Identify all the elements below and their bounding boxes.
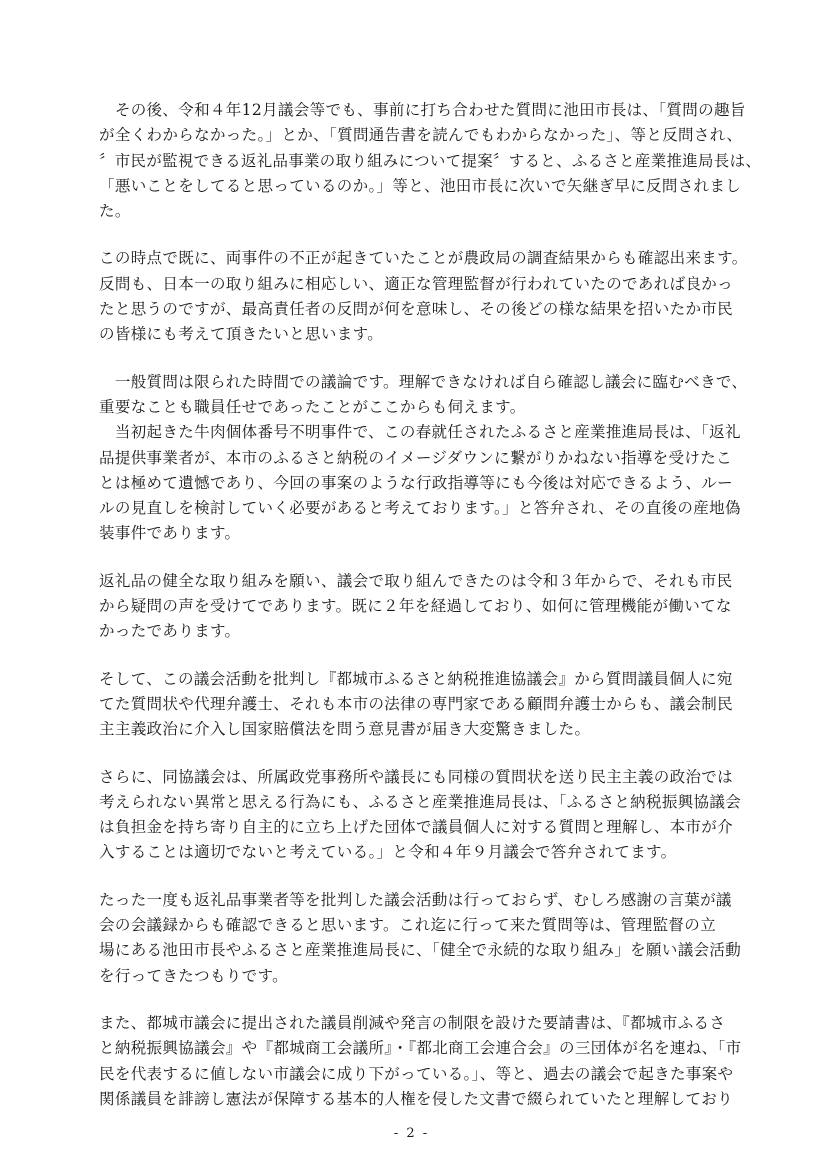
text-line: そして、この議会活動を批判し『都城市ふるさと納税推進協議会』から質問議員個人に宛 (99, 669, 733, 688)
text-line: 考えられない異常と思える行為にも、ふるさと産業推進局長は、「ふるさと納税振興協議会 (99, 792, 742, 811)
text-line: 反問も、日本一の取り組みに相応しい、適正な管理監督が行われていたのであれば良かっ (99, 274, 734, 293)
paragraph-6 (99, 765, 759, 866)
paragraph-8 (99, 1011, 759, 1112)
paragraph-2 (99, 246, 759, 347)
text-line: 入することは適切でないと考えている。」と令和４年９月議会で答弁されてます。 (99, 843, 677, 862)
text-line: てた質問状や代理弁護士、それも本市の法律の専門家である顧問弁護士からも、議会制民 (99, 694, 734, 713)
text-line: た。 (99, 202, 131, 221)
text-line: ルの見直しを検討していく必要があると考えております。」と答弁され、その直後の産地偽 (99, 499, 741, 518)
text-line: を行ってきたつもりです。 (99, 966, 288, 985)
text-line: 「悪いことをしてると思っているのか。」等と、池田市長に次いで矢継ぎ早に反問されまし (99, 176, 742, 195)
text-line: 民を代表するに値しない市議会に成り下がっている。」、等と、過去の議会で起きた事案や (99, 1064, 734, 1083)
text-line: 一般質問は限られた時間での議論です。理解できなければ自ら確認し議会に臨むべきで、 (99, 372, 748, 391)
text-line: 返礼品の健全な取り組みを願い、議会で取り組んできたのは令和３年からで、それも市民 (99, 571, 733, 590)
paragraph-3 (99, 370, 759, 547)
page-number: - 2 - (393, 1126, 430, 1141)
text-line: は負担金を持ち寄り自主的に立ち上げた団体で議員個人に対する質問と理解し、本市が介 (99, 818, 734, 837)
text-line: 重要なことも職員任せであったことがここからも伺えます。 (99, 397, 526, 416)
text-line: 関係議員を誹謗し憲法が保障する基本的人権を侵した文書で綴られていたと理解しており (99, 1089, 734, 1108)
text-line: かったであります。 (99, 622, 241, 641)
text-line: 当初起きた牛肉個体番号不明事件で、この春就任されたふるさと産業推進局長は、「返礼 (99, 423, 741, 442)
paragraph-7 (99, 888, 759, 989)
text-line: と納税振興協議会』や『都城商工会議所』・『都北商工会連合会』の三団体が名を連ね、「市 (99, 1039, 742, 1058)
text-line: たった一度も返礼品事業者等を批判した議会活動は行っておらず、むしろ感謝の言葉が議 (99, 890, 732, 909)
text-line: さらに、同協議会は、所属政党事務所や議長にも同様の質問状を送り民主主義の政治では (99, 767, 734, 786)
text-line: 品提供事業者が、本市のふるさと納税のイメージダウンに繋がりかねない指導を受けたこ (99, 448, 732, 467)
text-line: たと思うのですが、最高責任者の反問が何を意味し、その後どの様な結果を招いたか市民 (99, 300, 734, 319)
text-line: 会の会議録からも確認できると思います。これ迄に行って来た質問等は、管理監督の立 (99, 916, 716, 935)
text-line: 〞市民が監視できる返礼品事業の取り組みについて提案〞すると、ふるさと産業推進局長は、 (99, 151, 762, 170)
text-line: その後、令和４年12月議会等でも、事前に打ち合わせた質問に池田市長は、「質問の趣旨 (99, 101, 746, 119)
paragraph-5 (99, 667, 759, 743)
text-line: 主主義政治に介入し国家賠償法を問う意見書が届き大変驚きました。 (99, 720, 591, 739)
text-line: とは極めて遺憾であり、今回の事案のような行政指導等にも今後は対応できるよう、ルー (99, 473, 734, 492)
text-line: が全くわからなかった。」とか、「質問通告書を読んでもわからなかった」、等と反問され、 (99, 126, 743, 145)
paragraph-4 (99, 569, 759, 645)
text-line: 場にある池田市長やふるさと産業推進局長に、「健全で永続的な取り組み」を願い議会活動 (99, 941, 742, 960)
text-line: から疑問の声を受けてであります。既に２年を経過しており、如何に管理機能が働いてな (99, 597, 732, 616)
text-line: 装事件であります。 (99, 524, 241, 543)
text-line: また、都城市議会に提出された議員削減や発言の制限を設けた要請書は、『都城市ふるさ (99, 1013, 726, 1032)
text-line: の皆様にも考えて頂きたいと思います。 (99, 325, 384, 344)
paragraph-1 (99, 98, 762, 224)
text-line: この時点で既に、両事件の不正が起きていたことが農政局の調査結果からも確認出来ます。 (99, 249, 748, 268)
text-body (99, 98, 762, 1134)
